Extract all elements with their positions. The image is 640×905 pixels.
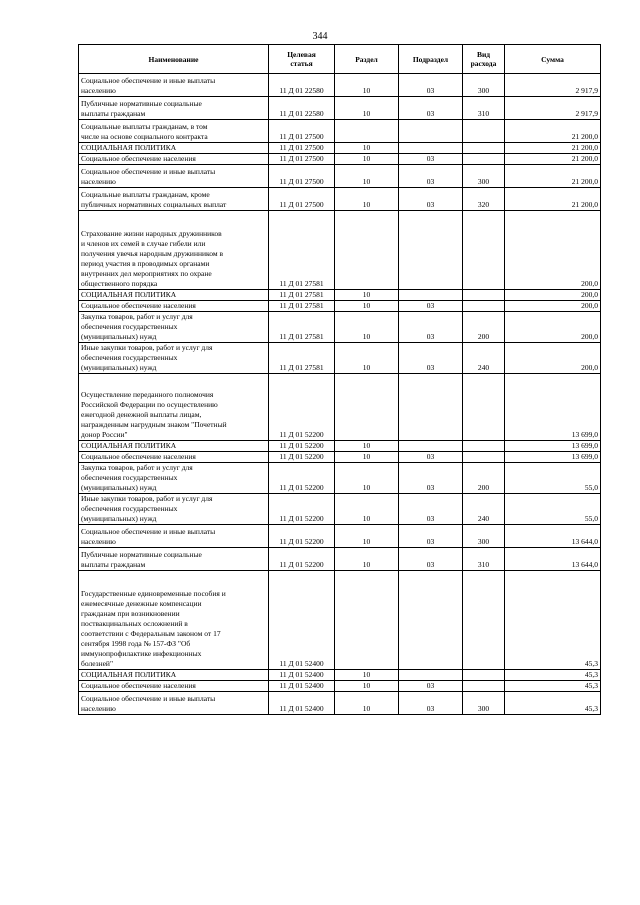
cell-name [79, 692, 269, 715]
header-section: Раздел [335, 45, 399, 74]
header-amount: Сумма [505, 45, 601, 74]
cell-amount: 21 200,0 [505, 154, 601, 165]
cell-name [79, 312, 269, 343]
table-row [79, 97, 601, 120]
cell-subsection: 03 [399, 548, 463, 571]
cell-target: 11 Д 01 52400 [269, 692, 335, 715]
cell-section: 10 [335, 494, 399, 525]
cell-amount: 55,0 [505, 463, 601, 494]
cell-section [335, 571, 399, 670]
table-row [79, 74, 601, 97]
cell-target: 11 Д 01 27581 [269, 301, 335, 312]
table-row [79, 343, 601, 374]
cell-expense-type [463, 154, 505, 165]
cell-target: 11 Д 01 52200 [269, 494, 335, 525]
cell-expense-type [463, 120, 505, 143]
cell-name [79, 681, 269, 692]
cell-subsection: 03 [399, 154, 463, 165]
table-row [79, 441, 601, 452]
cell-name [79, 143, 269, 154]
cell-expense-type: 300 [463, 525, 505, 548]
table-row [79, 312, 601, 343]
cell-section: 10 [335, 188, 399, 211]
row-name-text: СОЦИАЛЬНАЯ ПОЛИТИКА [81, 441, 177, 450]
cell-amount: 2 917,9 [505, 97, 601, 120]
table-row [79, 188, 601, 211]
cell-target: 11 Д 01 27581 [269, 211, 335, 290]
cell-amount: 2 917,9 [505, 74, 601, 97]
cell-name [79, 525, 269, 548]
table-row [79, 494, 601, 525]
cell-subsection [399, 374, 463, 441]
cell-name [79, 211, 269, 290]
cell-section: 10 [335, 463, 399, 494]
cell-target: 11 Д 01 27500 [269, 143, 335, 154]
cell-expense-type: 240 [463, 343, 505, 374]
table-row [79, 143, 601, 154]
row-name-text: Закупка товаров, работ и услуг для обеспечения государственных (муниципальных) нужд [81, 463, 193, 492]
cell-subsection: 03 [399, 165, 463, 188]
cell-section: 10 [335, 681, 399, 692]
cell-subsection: 03 [399, 188, 463, 211]
cell-amount: 200,0 [505, 211, 601, 290]
cell-expense-type [463, 571, 505, 670]
cell-target: 11 Д 01 52400 [269, 681, 335, 692]
cell-subsection [399, 120, 463, 143]
cell-name [79, 343, 269, 374]
cell-name [79, 452, 269, 463]
cell-target: 11 Д 01 52200 [269, 441, 335, 452]
cell-expense-type: 200 [463, 312, 505, 343]
cell-section: 10 [335, 312, 399, 343]
table-row [79, 692, 601, 715]
cell-subsection [399, 290, 463, 301]
cell-target: 11 Д 01 27500 [269, 188, 335, 211]
cell-expense-type: 200 [463, 463, 505, 494]
cell-subsection: 03 [399, 525, 463, 548]
cell-amount: 200,0 [505, 312, 601, 343]
cell-amount: 45,3 [505, 692, 601, 715]
cell-expense-type: 310 [463, 97, 505, 120]
cell-amount: 13 644,0 [505, 548, 601, 571]
cell-name [79, 290, 269, 301]
cell-subsection: 03 [399, 452, 463, 463]
row-name-text: Социальное обеспечение и иные выплаты населению [81, 527, 216, 546]
cell-expense-type: 300 [463, 692, 505, 715]
cell-section: 10 [335, 670, 399, 681]
cell-target: 11 Д 01 27500 [269, 154, 335, 165]
table-row [79, 165, 601, 188]
cell-name [79, 120, 269, 143]
cell-amount: 13 699,0 [505, 374, 601, 441]
cell-section: 10 [335, 154, 399, 165]
cell-section: 10 [335, 441, 399, 452]
row-name-text: СОЦИАЛЬНАЯ ПОЛИТИКА [81, 143, 177, 152]
cell-subsection [399, 441, 463, 452]
table-row [79, 154, 601, 165]
row-name-text: Социальное обеспечение населения [81, 452, 196, 461]
cell-name [79, 165, 269, 188]
header-name: Наименование [79, 45, 269, 74]
cell-section: 10 [335, 165, 399, 188]
cell-target: 11 Д 01 22580 [269, 97, 335, 120]
cell-amount: 200,0 [505, 301, 601, 312]
cell-expense-type [463, 143, 505, 154]
cell-amount: 21 200,0 [505, 143, 601, 154]
cell-expense-type: 310 [463, 548, 505, 571]
cell-section [335, 211, 399, 290]
table-row [79, 211, 601, 290]
cell-expense-type: 320 [463, 188, 505, 211]
header-target: Целевая статья [269, 45, 335, 74]
header-expense-type: Вид расхода [463, 45, 505, 74]
row-name-text: Социальное обеспечение населения [81, 681, 196, 690]
cell-amount: 21 200,0 [505, 188, 601, 211]
cell-subsection: 03 [399, 301, 463, 312]
cell-subsection [399, 670, 463, 681]
cell-amount: 13 699,0 [505, 441, 601, 452]
table-row [79, 452, 601, 463]
cell-amount: 21 200,0 [505, 165, 601, 188]
cell-amount: 55,0 [505, 494, 601, 525]
row-name-text: Осуществление переданного полномочия Российской Федерации по осуществлению ежегодной денежной выплаты лицам, награжденным нагрудным знаком "Почетный донор России" [81, 390, 227, 439]
cell-name [79, 548, 269, 571]
cell-amount: 200,0 [505, 290, 601, 301]
cell-name [79, 374, 269, 441]
cell-target: 11 Д 01 22580 [269, 74, 335, 97]
cell-subsection [399, 211, 463, 290]
cell-subsection: 03 [399, 343, 463, 374]
cell-section: 10 [335, 343, 399, 374]
row-name-text: СОЦИАЛЬНАЯ ПОЛИТИКА [81, 290, 177, 299]
row-name-text: Социальные выплаты гражданам, кроме публичных нормативных социальных выплат [81, 190, 227, 209]
cell-subsection: 03 [399, 74, 463, 97]
table-row [79, 290, 601, 301]
cell-expense-type: 300 [463, 74, 505, 97]
cell-expense-type [463, 290, 505, 301]
cell-amount: 45,3 [505, 670, 601, 681]
cell-section [335, 374, 399, 441]
table-row [79, 525, 601, 548]
cell-expense-type [463, 374, 505, 441]
cell-name [79, 494, 269, 525]
cell-target: 11 Д 01 52400 [269, 571, 335, 670]
cell-target: 11 Д 01 27581 [269, 343, 335, 374]
row-name-text: Публичные нормативные социальные выплаты гражданам [81, 99, 202, 118]
table-row [79, 548, 601, 571]
cell-target: 11 Д 01 52200 [269, 452, 335, 463]
table-row [79, 301, 601, 312]
table-row [79, 571, 601, 670]
budget-table [78, 44, 601, 715]
cell-subsection: 03 [399, 312, 463, 343]
row-name-text: Закупка товаров, работ и услуг для обеспечения государственных (муниципальных) нужд [81, 312, 193, 341]
cell-target: 11 Д 01 27500 [269, 165, 335, 188]
cell-expense-type [463, 452, 505, 463]
cell-name [79, 97, 269, 120]
cell-section: 10 [335, 74, 399, 97]
cell-expense-type [463, 211, 505, 290]
table-header-row [79, 45, 601, 74]
table-row [79, 120, 601, 143]
cell-section: 10 [335, 548, 399, 571]
row-name-text: Публичные нормативные социальные выплаты гражданам [81, 550, 202, 569]
table-row [79, 681, 601, 692]
cell-amount: 13 644,0 [505, 525, 601, 548]
cell-subsection: 03 [399, 692, 463, 715]
row-name-text: Социальное обеспечение и иные выплаты населению [81, 76, 216, 95]
table-row [79, 374, 601, 441]
cell-subsection: 03 [399, 494, 463, 525]
cell-expense-type: 240 [463, 494, 505, 525]
cell-subsection: 03 [399, 97, 463, 120]
cell-target: 11 Д 01 52200 [269, 525, 335, 548]
cell-amount: 200,0 [505, 343, 601, 374]
cell-expense-type [463, 441, 505, 452]
cell-amount: 21 200,0 [505, 120, 601, 143]
cell-expense-type [463, 681, 505, 692]
cell-name [79, 463, 269, 494]
row-name-text: Социальное обеспечение и иные выплаты населению [81, 167, 216, 186]
cell-expense-type [463, 301, 505, 312]
header-subsection: Подраздел [399, 45, 463, 74]
cell-expense-type [463, 670, 505, 681]
cell-target: 11 Д 01 27581 [269, 290, 335, 301]
cell-expense-type: 300 [463, 165, 505, 188]
cell-section: 10 [335, 143, 399, 154]
row-name-text: Социальное обеспечение и иные выплаты населению [81, 694, 216, 713]
row-name-text: Иные закупки товаров, работ и услуг для обеспечения государственных (муниципальных) нужд [81, 494, 213, 523]
cell-subsection: 03 [399, 681, 463, 692]
cell-section: 10 [335, 290, 399, 301]
cell-target: 11 Д 01 27581 [269, 312, 335, 343]
table-row [79, 670, 601, 681]
cell-target: 11 Д 01 52200 [269, 374, 335, 441]
cell-section: 10 [335, 692, 399, 715]
page-number: 344 [312, 31, 328, 42]
cell-subsection [399, 571, 463, 670]
cell-name [79, 670, 269, 681]
cell-target: 11 Д 01 27500 [269, 120, 335, 143]
cell-name [79, 301, 269, 312]
cell-target: 11 Д 01 52200 [269, 463, 335, 494]
cell-target: 11 Д 01 52200 [269, 548, 335, 571]
row-name-text: Социальное обеспечение населения [81, 301, 196, 310]
cell-section: 10 [335, 97, 399, 120]
cell-target: 11 Д 01 52400 [269, 670, 335, 681]
table-row [79, 463, 601, 494]
cell-amount: 45,3 [505, 681, 601, 692]
row-name-text: СОЦИАЛЬНАЯ ПОЛИТИКА [81, 670, 177, 679]
cell-amount: 13 699,0 [505, 452, 601, 463]
row-name-text: Иные закупки товаров, работ и услуг для обеспечения государственных (муниципальных) нужд [81, 343, 213, 372]
cell-name [79, 154, 269, 165]
cell-name [79, 188, 269, 211]
cell-name [79, 74, 269, 97]
row-name-text: Социальное обеспечение населения [81, 154, 196, 163]
row-name-text: Государственные единовременные пособия и ежемесячные денежные компенсации гражданам при возникновении поствакцинальных осложнений в соответствии с Федеральным законом от 17 сентября 1998 года № 157-ФЗ "Об иммунопрофилактике инфекционных болезней" [81, 589, 226, 668]
cell-section: 10 [335, 525, 399, 548]
row-name-text: Социальные выплаты гражданам, в том числе на основе социального контракта [81, 122, 208, 141]
cell-section [335, 120, 399, 143]
cell-amount: 45,3 [505, 571, 601, 670]
cell-section: 10 [335, 301, 399, 312]
table-body [79, 74, 601, 715]
cell-subsection: 03 [399, 463, 463, 494]
cell-section: 10 [335, 452, 399, 463]
cell-name [79, 441, 269, 452]
row-name-text: Страхование жизни народных дружинников и членов их семей в случае гибели или получения увечья народным дружинником в период участия в проводимых органами внутренних дел мероприятиях по охране общественного порядка [81, 229, 224, 288]
cell-name [79, 571, 269, 670]
cell-subsection [399, 143, 463, 154]
